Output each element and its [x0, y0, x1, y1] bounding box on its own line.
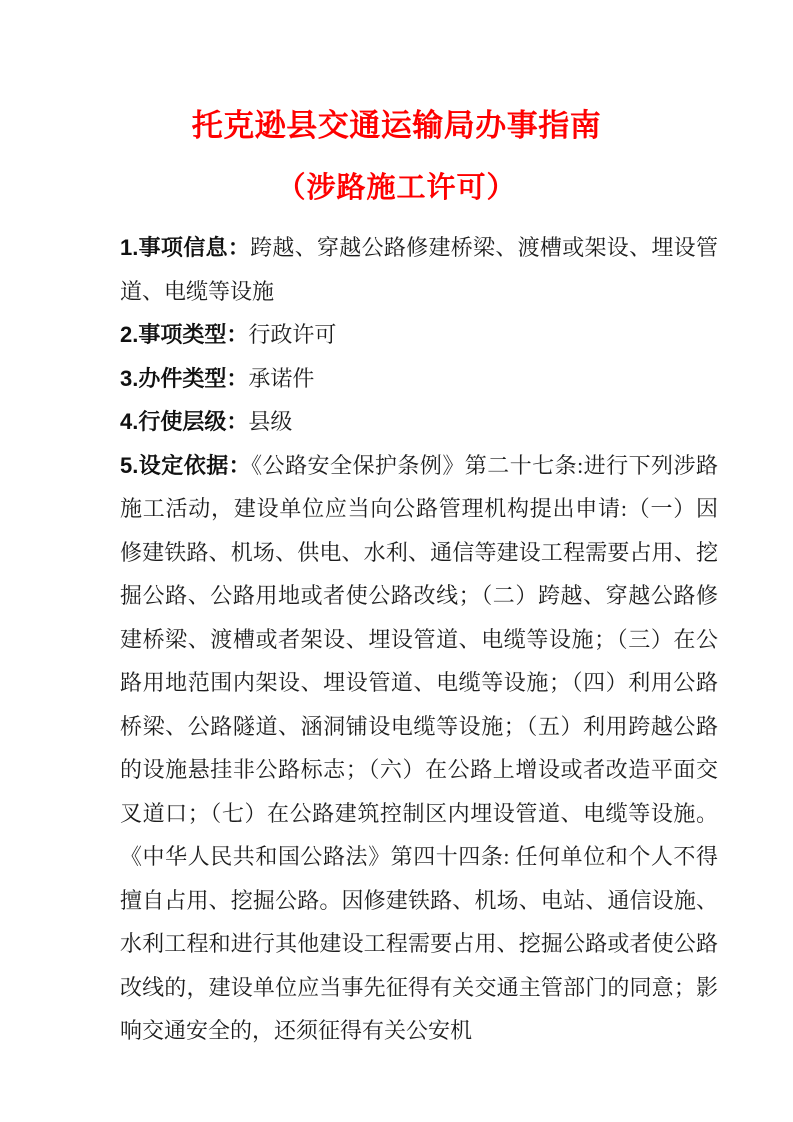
item-processing-type — [120, 357, 718, 401]
item-matter-info-value: 跨越、穿越公路修建桥梁、渡槽或架设、埋设管道、电缆等设施 — [120, 235, 718, 304]
item-matter-type-value: 行政许可 — [248, 322, 337, 347]
item-matter-type-label: 2.事项类型： — [120, 322, 249, 347]
item-legal-basis-label: 5.设定依据： — [120, 452, 252, 478]
item-exercise-level-value: 县级 — [248, 409, 293, 434]
item-matter-type — [120, 313, 718, 357]
page-title: 托克逊县交通运输局办事指南 — [191, 108, 602, 143]
item-exercise-level-label: 4.行使层级： — [120, 409, 249, 434]
item-legal-basis-value: 《公路安全保护条例》第二十七条:进行下列涉路施工活动，建设单位应当向公路管理机构提出申请:（一）因修建铁路、机场、供电、水利、通信等建设工程需要占用、挖掘公路、公路用地或者使公路改线；（二）跨越、穿越公路修建桥梁、渡槽或者架设、埋设管道、电缆等设施；（三）在公路用地范围内架设、埋设管道、电缆等设施；（四）利用公路桥梁、公路隧道、涵洞铺设电缆等设施；（五）利用跨越公路的设施悬挂非公路标志；（六）在公路上增设或者改造平面交叉道口；（七）在公路建筑控制区内埋设管道、电缆等设施。《中华人民共和国公路法》第四十四条: 任何单位和个人不得擅自占用、挖掘公路。因修建铁路、机场、电站、通信设施、水利工程和进行其他建设工程需要占用、挖掘公路或者使公路改线的，建设单位应当事先征得有关交通主管部门的同意；影响交通安全的，还须征得有关公安机 — [120, 452, 718, 1043]
item-matter-info — [120, 226, 718, 313]
item-processing-type-value: 承诺件 — [248, 365, 315, 391]
item-processing-type-label: 3.办件类型： — [120, 365, 249, 391]
document-body — [120, 226, 718, 1053]
item-exercise-level — [120, 400, 718, 444]
page-subtitle: （涉路施工许可） — [276, 172, 517, 204]
item-legal-basis — [120, 444, 718, 1053]
item-matter-info-label: 1.事项信息： — [120, 235, 251, 260]
